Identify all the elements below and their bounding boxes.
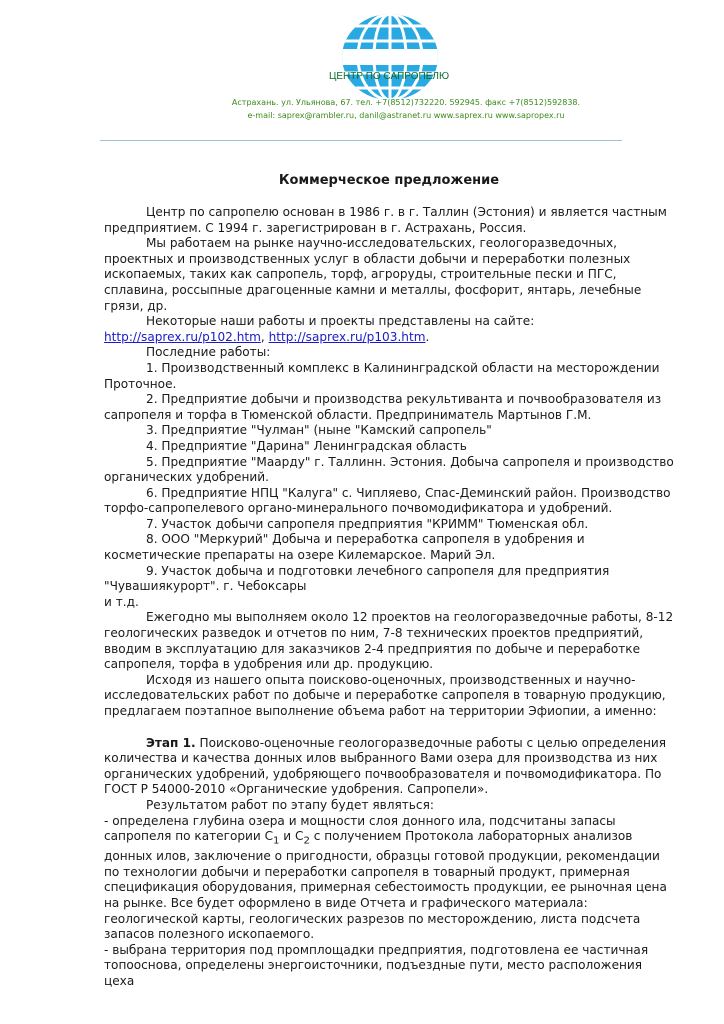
annual-paragraph: Ежегодно мы выполняем около 12 проектов на геологоразведочные работы, 8-12 геологических разведок и отчетов по ним, 7-8 технических проектов предприятий, вводим в эксплуатацию для заказчиков 2-4 предприятия по добыче и переработке сапропеля, торфа в удобрения или др. продукцию. <box>104 610 674 672</box>
work-item-2: 2. Предприятие добычи и производства рекультиванта и почвообразователя из сапропеля и торфа в Тюменской области. Предприниматель Мартынов Г.М. <box>104 392 662 422</box>
intro-paragraph-3: Некоторые наши работы и проекты представлены на сайте: <box>146 314 535 329</box>
email-link-2[interactable]: danil@astranet.ru <box>359 111 432 120</box>
email-link-1[interactable]: saprex@rambler.ru <box>277 111 355 120</box>
site-link-2[interactable]: www.sapropex.ru <box>495 111 565 120</box>
contact-address: Астрахань. ул. Ульянова, 67. тел. +7(8512)732220. 592945. факс +7(8512)592838. <box>231 98 581 107</box>
site-link-1[interactable]: www.saprex.ru <box>433 111 493 120</box>
intro-paragraph-1: Центр по сапропелю основан в 1986 г. в г. Таллин (Эстония) и является частным предприятием. С 1994 г. зарегистрирован в г. Астрахань, Россия. <box>104 205 667 235</box>
document-body <box>104 205 674 990</box>
category-subscript-1: 1 <box>273 835 280 847</box>
email-prefix: e-mail: <box>247 111 278 120</box>
paragraph-gap <box>104 720 674 736</box>
globe-icon <box>340 12 440 102</box>
work-item-1: 1. Производственный комплекс в Калининградской области на месторождении Проточное. <box>104 360 660 391</box>
stage-1-label: Этап 1. <box>146 735 196 750</box>
work-item-3: 3. Предприятие "Чулман" (ныне "Камский сапропель" <box>146 423 492 438</box>
proposal-paragraph: Исходя из нашего опыта поисково-оценочных, производственных и научно-исследовательских работ по добыче и переработке сапропеля в товарную продукцию, предлагаем поэтапное выполнение объема работ на территории Эфиопии, а именно: <box>104 672 666 718</box>
work-item-6: 6. Предприятие НПЦ "Калуга" с. Чипляево, Спас-Деминский район. Производство торфо-сапропелевого органо-минерального почвомодификатора и удобрений. <box>104 485 671 516</box>
work-item-9: 9. Участок добыча и подготовки лечебного сапропеля для предприятия "Чувашиякурорт". г. Чебоксары <box>104 563 610 594</box>
contact-emails <box>0 111 724 120</box>
works-heading: Последние работы: <box>146 345 271 360</box>
project-link-2[interactable]: http://saprex.ru/p103.htm <box>268 329 426 344</box>
work-item-4: 4. Предприятие "Дарина" Ленинградская область <box>146 438 467 453</box>
result-1-part-b: и С <box>279 829 304 844</box>
result-1-part-a: - определена глубина озера и мощности слоя донного ила, подсчитаны запасы сапропеля по категории С <box>104 813 616 844</box>
project-link-1[interactable]: http://saprex.ru/p102.htm <box>104 329 261 344</box>
work-item-7: 7. Участок добычи сапропеля предприятия "КРИММ" Тюменская обл. <box>146 516 589 531</box>
stage-1-result-2: - выбрана территория под промплощадки предприятия, подготовлена ее частичная топооснова, определены энергоисточники, подъездные пути, место расположения цеха <box>104 942 649 988</box>
globe-grid <box>340 12 440 102</box>
letterhead <box>0 0 724 140</box>
stage-1-result-heading: Результатом работ по этапу будет являться: <box>146 797 434 812</box>
work-item-5: 5. Предприятие "Маарду" г. Таллинн. Эстония. Добыча сапропеля и производство органических удобрений. <box>104 454 674 485</box>
stage-1-text: Поисково-оценочные геологоразведочные работы с целью определения количества и качества донных илов выбранного Вами озера для производства из них органических удобрений, удобряющего почвообразователя и почвомодификатора. По ГОСТ Р 54000-2010 «Органические удобрения. Сапропели». <box>104 735 667 797</box>
document-title: Коммерческое предложение <box>278 173 500 188</box>
email-separator: , <box>354 111 360 120</box>
category-subscript-2: 2 <box>303 835 310 847</box>
header-divider <box>100 140 622 141</box>
works-etc: и т.д. <box>104 594 139 609</box>
org-name: ЦЕНТР ПО САПРОПЕЛЮ <box>328 71 450 82</box>
stage-1-result-1 <box>104 814 674 943</box>
stage-1-paragraph <box>104 736 674 798</box>
work-item-8: 8. ООО "Меркурий" Добыча и переработка сапропеля в удобрения и косметические препараты на озере Килемарское. Марий Эл. <box>104 532 585 563</box>
link-end: . <box>425 329 430 344</box>
result-1-part-c: с получением Протокола лабораторных анализов донных илов, заключение о пригодности, образцы готовой продукции, рекомендации по технологии добычи и переработки сапропеля в товарный продукт, примерная спецификация оборудования, примерная себестоимость продукции, ее рыночная цена на рынке. Все будет оформлено в виде Отчета и графического материала: геологической карты, геологических разрезов по месторождению, листа подсчета запасов полезного ископаемого. <box>104 829 667 942</box>
site-links <box>104 330 674 346</box>
link-separator: , <box>260 329 269 344</box>
intro-paragraph-2: Мы работаем на рынке научно-исследовательских, геологоразведочных, проектных и производственных услуг в области добычи и переработки полезных ископаемых, таких как сапропель, торф, агроруды, строительные пески и ПГС, сплавина, россыпные драгоценные камни и металлы, фосфорит, янтарь, лечебные грязи, др. <box>104 236 642 313</box>
